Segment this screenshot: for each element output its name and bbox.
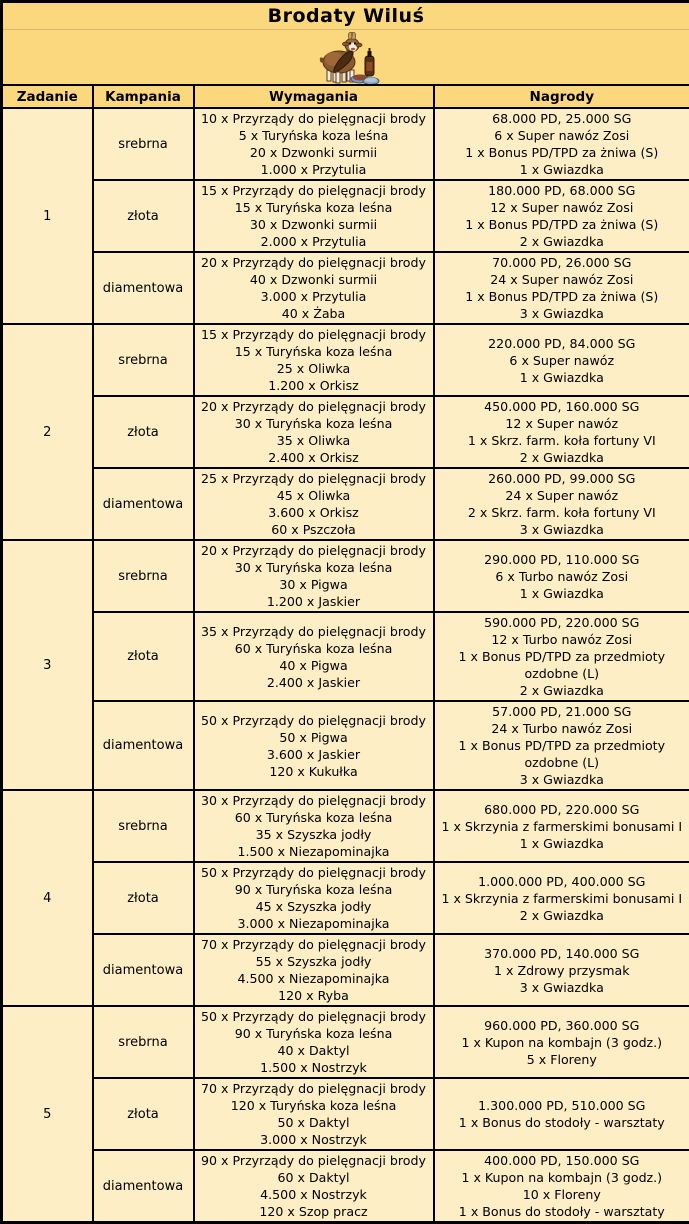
quest-row-task5-złota [2,1078,689,1150]
reward-cell [434,701,689,790]
requirement-cell [194,1006,434,1078]
reward-line: 1 x Gwiazdka [437,585,688,602]
reward-line: 1 x Skrzynia z farmerskimi bonusami I [437,818,688,835]
campaign-name: diamentowa [93,934,194,1006]
reward-line: 5 x Floreny [437,1051,688,1068]
title-row [2,2,689,30]
requirement-cell [194,108,434,180]
task-number: 4 [2,790,93,1006]
quest-row-task4-srebrna [2,790,689,862]
reward-cell [434,324,689,396]
requirement-line: 40 x Dzwonki surmii [197,271,431,288]
reward-line: 1 x Gwiazdka [437,369,688,386]
campaign-name: złota [93,180,194,252]
task-number: 2 [2,324,93,540]
task-number: 5 [2,1006,93,1223]
reward-cell [434,396,689,468]
requirement-line: 10 x Przyrządy do pielęgnacji brody [197,110,431,127]
requirement-line: 4.500 x Nostrzyk [197,1186,431,1203]
quest-row-task3-srebrna [2,540,689,612]
requirement-line: 60 x Daktyl [197,1169,431,1186]
reward-line: 1.000.000 PD, 400.000 SG [437,873,688,890]
requirement-line: 2.400 x Orkisz [197,449,431,466]
reward-cell [434,180,689,252]
requirement-line: 30 x Turyńska koza leśna [197,559,431,576]
requirement-line: 50 x Przyrządy do pielęgnacji brody [197,864,431,881]
campaign-name: diamentowa [93,1150,194,1223]
reward-line: 24 x Super nawóz [437,487,688,504]
requirement-line: 90 x Turyńska koza leśna [197,1025,431,1042]
campaign-name: diamentowa [93,468,194,540]
requirement-line: 120 x Szop pracz [197,1203,431,1220]
requirement-line: 50 x Przyrządy do pielęgnacji brody [197,1008,431,1025]
requirement-line: 30 x Pigwa [197,576,431,593]
goat-icon [310,32,382,84]
reward-line: 2 x Gwiazdka [437,907,688,924]
reward-line: 1 x Bonus do stodoły - warsztaty [437,1203,688,1220]
requirement-line: 50 x Pigwa [197,729,431,746]
campaign-name: srebrna [93,1006,194,1078]
requirement-line: 30 x Przyrządy do pielęgnacji brody [197,792,431,809]
requirement-line: 1.200 x Jaskier [197,593,431,610]
requirement-line: 15 x Turyńska koza leśna [197,343,431,360]
reward-line: 1.300.000 PD, 510.000 SG [437,1097,688,1114]
reward-cell [434,108,689,180]
reward-line: 2 x Gwiazdka [437,682,688,699]
column-header-row [2,85,689,108]
requirement-line: 20 x Przyrządy do pielęgnacji brody [197,398,431,415]
reward-line: 1 x Bonus do stodoły - warsztaty [437,1114,688,1131]
reward-line: 1 x Zdrowy przysmak [437,962,688,979]
reward-line: 450.000 PD, 160.000 SG [437,398,688,415]
requirement-line: 1.200 x Orkisz [197,377,431,394]
requirement-line: 55 x Szyszka jodły [197,953,431,970]
quest-row-task3-diamentowa [2,701,689,790]
quest-row-task5-diamentowa [2,1150,689,1223]
requirement-line: 3.000 x Niezapominajka [197,915,431,932]
reward-cell [434,252,689,324]
reward-line: 12 x Super nawóz [437,415,688,432]
requirement-cell [194,324,434,396]
reward-line: 12 x Turbo nawóz Zosi [437,631,688,648]
requirement-line: 90 x Turyńska koza leśna [197,881,431,898]
reward-line: 3 x Gwiazdka [437,771,688,788]
reward-line: 6 x Super nawóz [437,352,688,369]
reward-line: 220.000 PD, 84.000 SG [437,335,688,352]
reward-line: 260.000 PD, 99.000 SG [437,470,688,487]
reward-line: 24 x Super nawóz Zosi [437,271,688,288]
quest-row-task4-diamentowa [2,934,689,1006]
requirement-cell [194,1150,434,1223]
campaign-name: złota [93,862,194,934]
task-number: 3 [2,540,93,790]
requirement-cell [194,1078,434,1150]
requirement-line: 20 x Dzwonki surmii [197,144,431,161]
column-header-kampania: Kampania [93,85,194,108]
requirement-cell [194,862,434,934]
requirement-line: 50 x Daktyl [197,1114,431,1131]
reward-line: 10 x Floreny [437,1186,688,1203]
reward-line: 180.000 PD, 68.000 SG [437,182,688,199]
quest-row-task1-złota [2,180,689,252]
reward-line: 57.000 PD, 21.000 SG [437,703,688,720]
bearded-goat-image [3,30,689,84]
requirement-line: 20 x Przyrządy do pielęgnacji brody [197,254,431,271]
requirement-line: 90 x Przyrządy do pielęgnacji brody [197,1152,431,1169]
reward-line: 960.000 PD, 360.000 SG [437,1017,688,1034]
quest-row-task2-srebrna [2,324,689,396]
header-image [2,30,689,86]
reward-cell [434,1150,689,1223]
column-header-wymagania: Wymagania [194,85,434,108]
quest-row-task3-złota [2,612,689,701]
requirement-line: 15 x Przyrządy do pielęgnacji brody [197,326,431,343]
reward-line: 1 x Skrz. farm. koła fortuny VI [437,432,688,449]
campaign-name: diamentowa [93,252,194,324]
reward-line: 6 x Super nawóz Zosi [437,127,688,144]
reward-line: 2 x Gwiazdka [437,449,688,466]
reward-cell [434,612,689,701]
reward-line: 12 x Super nawóz Zosi [437,199,688,216]
campaign-name: diamentowa [93,701,194,790]
requirement-cell [194,180,434,252]
reward-cell [434,790,689,862]
requirement-line: 2.400 x Jaskier [197,674,431,691]
reward-line: 3 x Gwiazdka [437,521,688,538]
requirement-line: 45 x Oliwka [197,487,431,504]
requirement-line: 1.500 x Nostrzyk [197,1059,431,1076]
reward-line: 400.000 PD, 150.000 SG [437,1152,688,1169]
requirement-line: 3.600 x Jaskier [197,746,431,763]
quest-row-task2-złota [2,396,689,468]
requirement-line: 40 x Żaba [197,305,431,322]
requirement-line: 3.000 x Nostrzyk [197,1131,431,1148]
reward-cell [434,1006,689,1078]
requirement-line: 20 x Przyrządy do pielęgnacji brody [197,542,431,559]
requirement-line: 60 x Turyńska koza leśna [197,809,431,826]
reward-line: 1 x Bonus PD/TPD za przedmioty [437,737,688,754]
campaign-name: srebrna [93,790,194,862]
campaign-name: złota [93,396,194,468]
reward-line: 1 x Bonus PD/TPD za przedmioty [437,648,688,665]
quest-row-task2-diamentowa [2,468,689,540]
requirement-line: 120 x Kukułka [197,763,431,780]
quest-row-task4-złota [2,862,689,934]
reward-line: ozdobne (L) [437,665,688,682]
requirement-line: 30 x Dzwonki surmii [197,216,431,233]
oil-bottle-icon [365,48,374,76]
reward-line: 1 x Gwiazdka [437,161,688,178]
requirement-line: 3.000 x Przytulia [197,288,431,305]
requirement-line: 25 x Przyrządy do pielęgnacji brody [197,470,431,487]
requirement-line: 35 x Oliwka [197,432,431,449]
requirement-line: 60 x Turyńska koza leśna [197,640,431,657]
reward-line: ozdobne (L) [437,754,688,771]
reward-line: 590.000 PD, 220.000 SG [437,614,688,631]
requirement-line: 60 x Pszczoła [197,521,431,538]
requirement-cell [194,934,434,1006]
requirement-line: 50 x Przyrządy do pielęgnacji brody [197,712,431,729]
reward-line: 2 x Skrz. farm. koła fortuny VI [437,504,688,521]
quest-row-task1-diamentowa [2,252,689,324]
requirement-line: 35 x Przyrządy do pielęgnacji brody [197,623,431,640]
column-header-zadanie: Zadanie [2,85,93,108]
requirement-line: 70 x Przyrządy do pielęgnacji brody [197,1080,431,1097]
quest-row-task5-srebrna [2,1006,689,1078]
reward-line: 68.000 PD, 25.000 SG [437,110,688,127]
requirement-line: 15 x Przyrządy do pielęgnacji brody [197,182,431,199]
requirement-line: 35 x Szyszka jodły [197,826,431,843]
requirement-cell [194,612,434,701]
requirement-line: 120 x Ryba [197,987,431,1004]
reward-cell [434,1078,689,1150]
reward-line: 3 x Gwiazdka [437,979,688,996]
cream-jar-icon [351,75,379,85]
campaign-name: złota [93,1078,194,1150]
reward-line: 370.000 PD, 140.000 SG [437,945,688,962]
image-row [2,30,689,86]
reward-line: 680.000 PD, 220.000 SG [437,801,688,818]
reward-cell [434,862,689,934]
requirement-line: 45 x Szyszka jodły [197,898,431,915]
reward-line: 2 x Gwiazdka [437,233,688,250]
requirement-cell [194,252,434,324]
reward-line: 70.000 PD, 26.000 SG [437,254,688,271]
requirement-line: 40 x Pigwa [197,657,431,674]
column-header-nagrody: Nagrody [434,85,689,108]
reward-line: 290.000 PD, 110.000 SG [437,551,688,568]
requirement-line: 1.000 x Przytulia [197,161,431,178]
requirement-line: 70 x Przyrządy do pielęgnacji brody [197,936,431,953]
campaign-name: srebrna [93,324,194,396]
requirement-cell [194,701,434,790]
reward-cell [434,540,689,612]
reward-cell [434,934,689,1006]
requirement-line: 15 x Turyńska koza leśna [197,199,431,216]
campaign-name: złota [93,612,194,701]
quest-row-task1-srebrna [2,108,689,180]
task-number: 1 [2,108,93,324]
page-title: Brodaty Wiluś [2,2,689,30]
requirement-line: 5 x Turyńska koza leśna [197,127,431,144]
reward-line: 1 x Bonus PD/TPD za żniwa (S) [437,288,688,305]
requirement-cell [194,790,434,862]
reward-line: 6 x Turbo nawóz Zosi [437,568,688,585]
reward-line: 1 x Gwiazdka [437,835,688,852]
reward-cell [434,468,689,540]
reward-line: 1 x Kupon na kombajn (3 godz.) [437,1169,688,1186]
requirement-cell [194,540,434,612]
quest-table-body [2,108,689,1223]
requirement-line: 30 x Turyńska koza leśna [197,415,431,432]
requirement-line: 4.500 x Niezapominajka [197,970,431,987]
requirement-line: 25 x Oliwka [197,360,431,377]
campaign-name: srebrna [93,108,194,180]
requirement-cell [194,468,434,540]
requirement-line: 40 x Daktyl [197,1042,431,1059]
requirement-line: 120 x Turyńska koza leśna [197,1097,431,1114]
reward-line: 1 x Kupon na kombajn (3 godz.) [437,1034,688,1051]
reward-line: 1 x Bonus PD/TPD za żniwa (S) [437,216,688,233]
requirement-line: 2.000 x Przytulia [197,233,431,250]
campaign-name: srebrna [93,540,194,612]
requirement-cell [194,396,434,468]
reward-line: 3 x Gwiazdka [437,305,688,322]
reward-line: 1 x Skrzynia z farmerskimi bonusami I [437,890,688,907]
requirement-line: 1.500 x Niezapominajka [197,843,431,860]
reward-line: 24 x Turbo nawóz Zosi [437,720,688,737]
reward-line: 1 x Bonus PD/TPD za żniwa (S) [437,144,688,161]
requirement-line: 3.600 x Orkisz [197,504,431,521]
